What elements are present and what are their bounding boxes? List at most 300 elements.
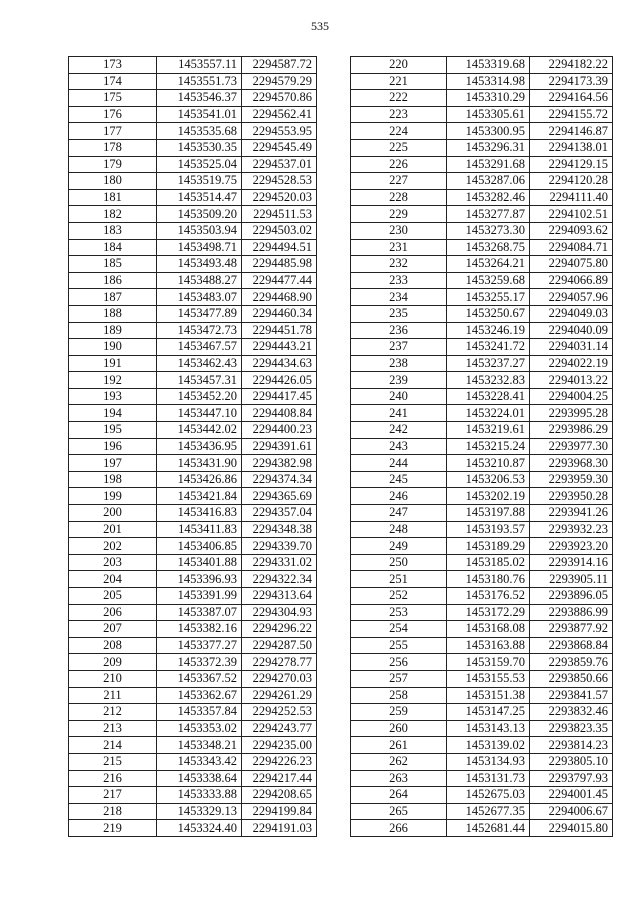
y-coordinate-cell: 2294503.02 [242,222,317,239]
y-coordinate-cell: 2294208.65 [242,787,317,804]
table-row [69,737,317,754]
x-coordinate-cell: 1453172.29 [447,604,530,621]
table-row [69,621,317,638]
x-coordinate-cell: 1453367.52 [157,670,242,687]
table-row [351,737,613,754]
point-number-cell: 191 [69,355,157,372]
point-number-cell: 205 [69,588,157,605]
point-number-cell: 224 [351,123,447,140]
y-coordinate-cell: 2294528.53 [242,173,317,190]
x-coordinate-cell: 1453382.16 [157,621,242,638]
point-number-cell: 248 [351,521,447,538]
point-number-cell: 182 [69,206,157,223]
point-number-cell: 199 [69,488,157,505]
x-coordinate-cell: 1453488.27 [157,272,242,289]
point-number-cell: 250 [351,554,447,571]
table-row [351,222,613,239]
x-coordinate-cell: 1453514.47 [157,189,242,206]
x-coordinate-cell: 1453436.95 [157,438,242,455]
point-number-cell: 200 [69,505,157,522]
x-coordinate-cell: 1453300.95 [447,123,530,140]
table-row [351,156,613,173]
y-coordinate-cell: 2293797.93 [530,770,613,787]
point-number-cell: 232 [351,256,447,273]
y-coordinate-cell: 2294400.23 [242,422,317,439]
point-number-cell: 203 [69,554,157,571]
point-number-cell: 190 [69,339,157,356]
table-row [351,538,613,555]
y-coordinate-cell: 2294278.77 [242,654,317,671]
table-row [351,753,613,770]
y-coordinate-cell: 2294217.44 [242,770,317,787]
y-coordinate-cell: 2294494.51 [242,239,317,256]
y-coordinate-cell: 2294562.41 [242,106,317,123]
point-number-cell: 240 [351,388,447,405]
y-coordinate-cell: 2294304.93 [242,604,317,621]
table-row [69,820,317,837]
y-coordinate-cell: 2294443.21 [242,339,317,356]
x-coordinate-cell: 1453232.83 [447,372,530,389]
point-number-cell: 217 [69,787,157,804]
x-coordinate-cell: 1453462.43 [157,355,242,372]
coordinates-table-left [68,56,317,837]
y-coordinate-cell: 2294102.51 [530,206,613,223]
point-number-cell: 184 [69,239,157,256]
table-row [69,471,317,488]
point-number-cell: 185 [69,256,157,273]
x-coordinate-cell: 1453377.27 [157,637,242,654]
x-coordinate-cell: 1453219.61 [447,422,530,439]
x-coordinate-cell: 1453237.27 [447,355,530,372]
x-coordinate-cell: 1453557.11 [157,57,242,74]
table-body-right [351,57,613,837]
table-row [69,604,317,621]
point-number-cell: 215 [69,753,157,770]
table-row [69,73,317,90]
point-number-cell: 229 [351,206,447,223]
point-number-cell: 187 [69,289,157,306]
y-coordinate-cell: 2293995.28 [530,405,613,422]
point-number-cell: 194 [69,405,157,422]
x-coordinate-cell: 1453185.02 [447,554,530,571]
x-coordinate-cell: 1453151.38 [447,687,530,704]
x-coordinate-cell: 1453421.84 [157,488,242,505]
table-row [69,272,317,289]
y-coordinate-cell: 2294520.03 [242,189,317,206]
table-row [69,222,317,239]
x-coordinate-cell: 1453343.42 [157,753,242,770]
table-row [351,388,613,405]
x-coordinate-cell: 1453406.85 [157,538,242,555]
x-coordinate-cell: 1453287.06 [447,173,530,190]
x-coordinate-cell: 1453401.88 [157,554,242,571]
y-coordinate-cell: 2294408.84 [242,405,317,422]
x-coordinate-cell: 1453250.67 [447,305,530,322]
point-number-cell: 251 [351,571,447,588]
y-coordinate-cell: 2293886.99 [530,604,613,621]
y-coordinate-cell: 2294075.80 [530,256,613,273]
table-row [351,471,613,488]
y-coordinate-cell: 2294235.00 [242,737,317,754]
table-row [69,521,317,538]
x-coordinate-cell: 1453215.24 [447,438,530,455]
table-row [69,123,317,140]
table-row [351,521,613,538]
point-number-cell: 197 [69,455,157,472]
table-row [351,256,613,273]
y-coordinate-cell: 2294348.38 [242,521,317,538]
table-row [351,339,613,356]
point-number-cell: 173 [69,57,157,74]
y-coordinate-cell: 2294553.95 [242,123,317,140]
y-coordinate-cell: 2294155.72 [530,106,613,123]
y-coordinate-cell: 2294015.80 [530,820,613,837]
x-coordinate-cell: 1453333.88 [157,787,242,804]
x-coordinate-cell: 1453551.73 [157,73,242,90]
y-coordinate-cell: 2294382.98 [242,455,317,472]
point-number-cell: 252 [351,588,447,605]
table-row [69,720,317,737]
table-row [351,803,613,820]
table-row [69,322,317,339]
table-row [69,753,317,770]
point-number-cell: 206 [69,604,157,621]
y-coordinate-cell: 2294434.63 [242,355,317,372]
y-coordinate-cell: 2294022.19 [530,355,613,372]
y-coordinate-cell: 2293823.35 [530,720,613,737]
x-coordinate-cell: 1453241.72 [447,339,530,356]
point-number-cell: 245 [351,471,447,488]
y-coordinate-cell: 2293859.76 [530,654,613,671]
point-number-cell: 247 [351,505,447,522]
x-coordinate-cell: 1453155.53 [447,670,530,687]
table-row [69,156,317,173]
point-number-cell: 222 [351,90,447,107]
point-number-cell: 227 [351,173,447,190]
table-row [69,206,317,223]
table-row [69,488,317,505]
x-coordinate-cell: 1453525.04 [157,156,242,173]
table-row [351,554,613,571]
x-coordinate-cell: 1453180.76 [447,571,530,588]
table-row [351,704,613,721]
y-coordinate-cell: 2294570.86 [242,90,317,107]
x-coordinate-cell: 1453396.93 [157,571,242,588]
table-row [69,256,317,273]
point-number-cell: 253 [351,604,447,621]
x-coordinate-cell: 1453391.99 [157,588,242,605]
x-coordinate-cell: 1453338.64 [157,770,242,787]
y-coordinate-cell: 2294001.45 [530,787,613,804]
y-coordinate-cell: 2294164.56 [530,90,613,107]
point-number-cell: 188 [69,305,157,322]
y-coordinate-cell: 2293841.57 [530,687,613,704]
x-coordinate-cell: 1453477.89 [157,305,242,322]
table-row [351,239,613,256]
y-coordinate-cell: 2293914.16 [530,554,613,571]
x-coordinate-cell: 1453197.88 [447,505,530,522]
x-coordinate-cell: 1453163.88 [447,637,530,654]
table-row [351,670,613,687]
table-row [351,289,613,306]
table-row [351,173,613,190]
y-coordinate-cell: 2294537.01 [242,156,317,173]
point-number-cell: 264 [351,787,447,804]
point-number-cell: 260 [351,720,447,737]
table-row [69,455,317,472]
point-number-cell: 183 [69,222,157,239]
x-coordinate-cell: 1452675.03 [447,787,530,804]
table-row [69,355,317,372]
x-coordinate-cell: 1453493.48 [157,256,242,273]
x-coordinate-cell: 1452677.35 [447,803,530,820]
table-row [69,670,317,687]
table-row [69,803,317,820]
table-row [351,206,613,223]
x-coordinate-cell: 1453159.70 [447,654,530,671]
y-coordinate-cell: 2294331.02 [242,554,317,571]
point-number-cell: 207 [69,621,157,638]
x-coordinate-cell: 1453541.01 [157,106,242,123]
page-number: 535 [311,19,329,33]
y-coordinate-cell: 2294313.64 [242,588,317,605]
x-coordinate-cell: 1453362.67 [157,687,242,704]
x-coordinate-cell: 1453224.01 [447,405,530,422]
table-row [69,770,317,787]
y-coordinate-cell: 2293977.30 [530,438,613,455]
point-number-cell: 209 [69,654,157,671]
y-coordinate-cell: 2294226.23 [242,753,317,770]
y-coordinate-cell: 2293932.23 [530,521,613,538]
x-coordinate-cell: 1453282.46 [447,189,530,206]
x-coordinate-cell: 1453519.75 [157,173,242,190]
table-row [69,654,317,671]
table-row [69,388,317,405]
x-coordinate-cell: 1453228.41 [447,388,530,405]
table-row [351,106,613,123]
point-number-cell: 256 [351,654,447,671]
y-coordinate-cell: 2294477.44 [242,272,317,289]
x-coordinate-cell: 1453246.19 [447,322,530,339]
point-number-cell: 210 [69,670,157,687]
table-row [69,189,317,206]
point-number-cell: 221 [351,73,447,90]
point-number-cell: 204 [69,571,157,588]
table-row [351,588,613,605]
x-coordinate-cell: 1453503.94 [157,222,242,239]
table-row [69,90,317,107]
point-number-cell: 239 [351,372,447,389]
y-coordinate-cell: 2294460.34 [242,305,317,322]
point-number-cell: 202 [69,538,157,555]
x-coordinate-cell: 1453483.07 [157,289,242,306]
x-coordinate-cell: 1453348.21 [157,737,242,754]
table-body-left [69,57,317,837]
y-coordinate-cell: 2294468.90 [242,289,317,306]
x-coordinate-cell: 1453202.19 [447,488,530,505]
table-row [351,305,613,322]
x-coordinate-cell: 1453210.87 [447,455,530,472]
point-number-cell: 174 [69,73,157,90]
table-row [351,687,613,704]
x-coordinate-cell: 1453467.57 [157,339,242,356]
y-coordinate-cell: 2293832.46 [530,704,613,721]
point-number-cell: 226 [351,156,447,173]
x-coordinate-cell: 1453255.17 [447,289,530,306]
table-row [69,139,317,156]
point-number-cell: 218 [69,803,157,820]
table-row [69,687,317,704]
y-coordinate-cell: 2293877.92 [530,621,613,638]
x-coordinate-cell: 1453426.86 [157,471,242,488]
point-number-cell: 258 [351,687,447,704]
y-coordinate-cell: 2294339.70 [242,538,317,555]
point-number-cell: 230 [351,222,447,239]
y-coordinate-cell: 2294040.09 [530,322,613,339]
point-number-cell: 220 [351,57,447,74]
table-row [351,322,613,339]
table-row [69,405,317,422]
point-number-cell: 228 [351,189,447,206]
table-row [69,422,317,439]
point-number-cell: 214 [69,737,157,754]
table-row [351,654,613,671]
x-coordinate-cell: 1453416.83 [157,505,242,522]
y-coordinate-cell: 2293968.30 [530,455,613,472]
x-coordinate-cell: 1453193.57 [447,521,530,538]
y-coordinate-cell: 2294138.01 [530,139,613,156]
x-coordinate-cell: 1453411.83 [157,521,242,538]
point-number-cell: 257 [351,670,447,687]
y-coordinate-cell: 2293905.11 [530,571,613,588]
table-row [69,106,317,123]
x-coordinate-cell: 1453329.13 [157,803,242,820]
y-coordinate-cell: 2294057.96 [530,289,613,306]
y-coordinate-cell: 2294511.53 [242,206,317,223]
point-number-cell: 177 [69,123,157,140]
y-coordinate-cell: 2294391.61 [242,438,317,455]
table-row [69,787,317,804]
coordinates-table-right [350,56,613,837]
y-coordinate-cell: 2294129.15 [530,156,613,173]
x-coordinate-cell: 1453134.93 [447,753,530,770]
table-row [351,422,613,439]
y-coordinate-cell: 2294417.45 [242,388,317,405]
x-coordinate-cell: 1453535.68 [157,123,242,140]
point-number-cell: 178 [69,139,157,156]
y-coordinate-cell: 2293986.29 [530,422,613,439]
point-number-cell: 243 [351,438,447,455]
x-coordinate-cell: 1453509.20 [157,206,242,223]
y-coordinate-cell: 2294006.67 [530,803,613,820]
y-coordinate-cell: 2294049.03 [530,305,613,322]
point-number-cell: 175 [69,90,157,107]
x-coordinate-cell: 1453143.13 [447,720,530,737]
table-row [69,554,317,571]
table-row [69,339,317,356]
point-number-cell: 241 [351,405,447,422]
x-coordinate-cell: 1453546.37 [157,90,242,107]
point-number-cell: 208 [69,637,157,654]
x-coordinate-cell: 1453310.29 [447,90,530,107]
y-coordinate-cell: 2294243.77 [242,720,317,737]
y-coordinate-cell: 2293896.05 [530,588,613,605]
x-coordinate-cell: 1453324.40 [157,820,242,837]
point-number-cell: 176 [69,106,157,123]
y-coordinate-cell: 2294191.03 [242,820,317,837]
x-coordinate-cell: 1453530.35 [157,139,242,156]
table-row [351,604,613,621]
x-coordinate-cell: 1453189.29 [447,538,530,555]
x-coordinate-cell: 1453447.10 [157,405,242,422]
x-coordinate-cell: 1452681.44 [447,820,530,837]
table-row [69,173,317,190]
point-number-cell: 235 [351,305,447,322]
table-row [351,505,613,522]
table-row [351,123,613,140]
y-coordinate-cell: 2294093.62 [530,222,613,239]
point-number-cell: 180 [69,173,157,190]
y-coordinate-cell: 2294182.22 [530,57,613,74]
y-coordinate-cell: 2294111.40 [530,189,613,206]
y-coordinate-cell: 2293941.26 [530,505,613,522]
x-coordinate-cell: 1453277.87 [447,206,530,223]
point-number-cell: 242 [351,422,447,439]
point-number-cell: 196 [69,438,157,455]
point-number-cell: 233 [351,272,447,289]
table-row [351,720,613,737]
y-coordinate-cell: 2294013.22 [530,372,613,389]
y-coordinate-cell: 2293850.66 [530,670,613,687]
x-coordinate-cell: 1453206.53 [447,471,530,488]
y-coordinate-cell: 2294287.50 [242,637,317,654]
point-number-cell: 262 [351,753,447,770]
table-row [69,305,317,322]
x-coordinate-cell: 1453353.02 [157,720,242,737]
x-coordinate-cell: 1453259.68 [447,272,530,289]
table-row [351,571,613,588]
y-coordinate-cell: 2293923.20 [530,538,613,555]
table-row [351,139,613,156]
x-coordinate-cell: 1453291.68 [447,156,530,173]
table-row [69,637,317,654]
point-number-cell: 201 [69,521,157,538]
y-coordinate-cell: 2293959.30 [530,471,613,488]
x-coordinate-cell: 1453268.75 [447,239,530,256]
table-row [351,57,613,74]
y-coordinate-cell: 2294451.78 [242,322,317,339]
point-number-cell: 246 [351,488,447,505]
x-coordinate-cell: 1453139.02 [447,737,530,754]
x-coordinate-cell: 1453431.90 [157,455,242,472]
y-coordinate-cell: 2293805.10 [530,753,613,770]
table-row [351,455,613,472]
x-coordinate-cell: 1453273.30 [447,222,530,239]
point-number-cell: 265 [351,803,447,820]
point-number-cell: 219 [69,820,157,837]
y-coordinate-cell: 2294173.39 [530,73,613,90]
x-coordinate-cell: 1453452.20 [157,388,242,405]
point-number-cell: 263 [351,770,447,787]
x-coordinate-cell: 1453357.84 [157,704,242,721]
y-coordinate-cell: 2293950.28 [530,488,613,505]
point-number-cell: 198 [69,471,157,488]
x-coordinate-cell: 1453264.21 [447,256,530,273]
y-coordinate-cell: 2294084.71 [530,239,613,256]
y-coordinate-cell: 2294296.22 [242,621,317,638]
point-number-cell: 225 [351,139,447,156]
x-coordinate-cell: 1453472.73 [157,322,242,339]
